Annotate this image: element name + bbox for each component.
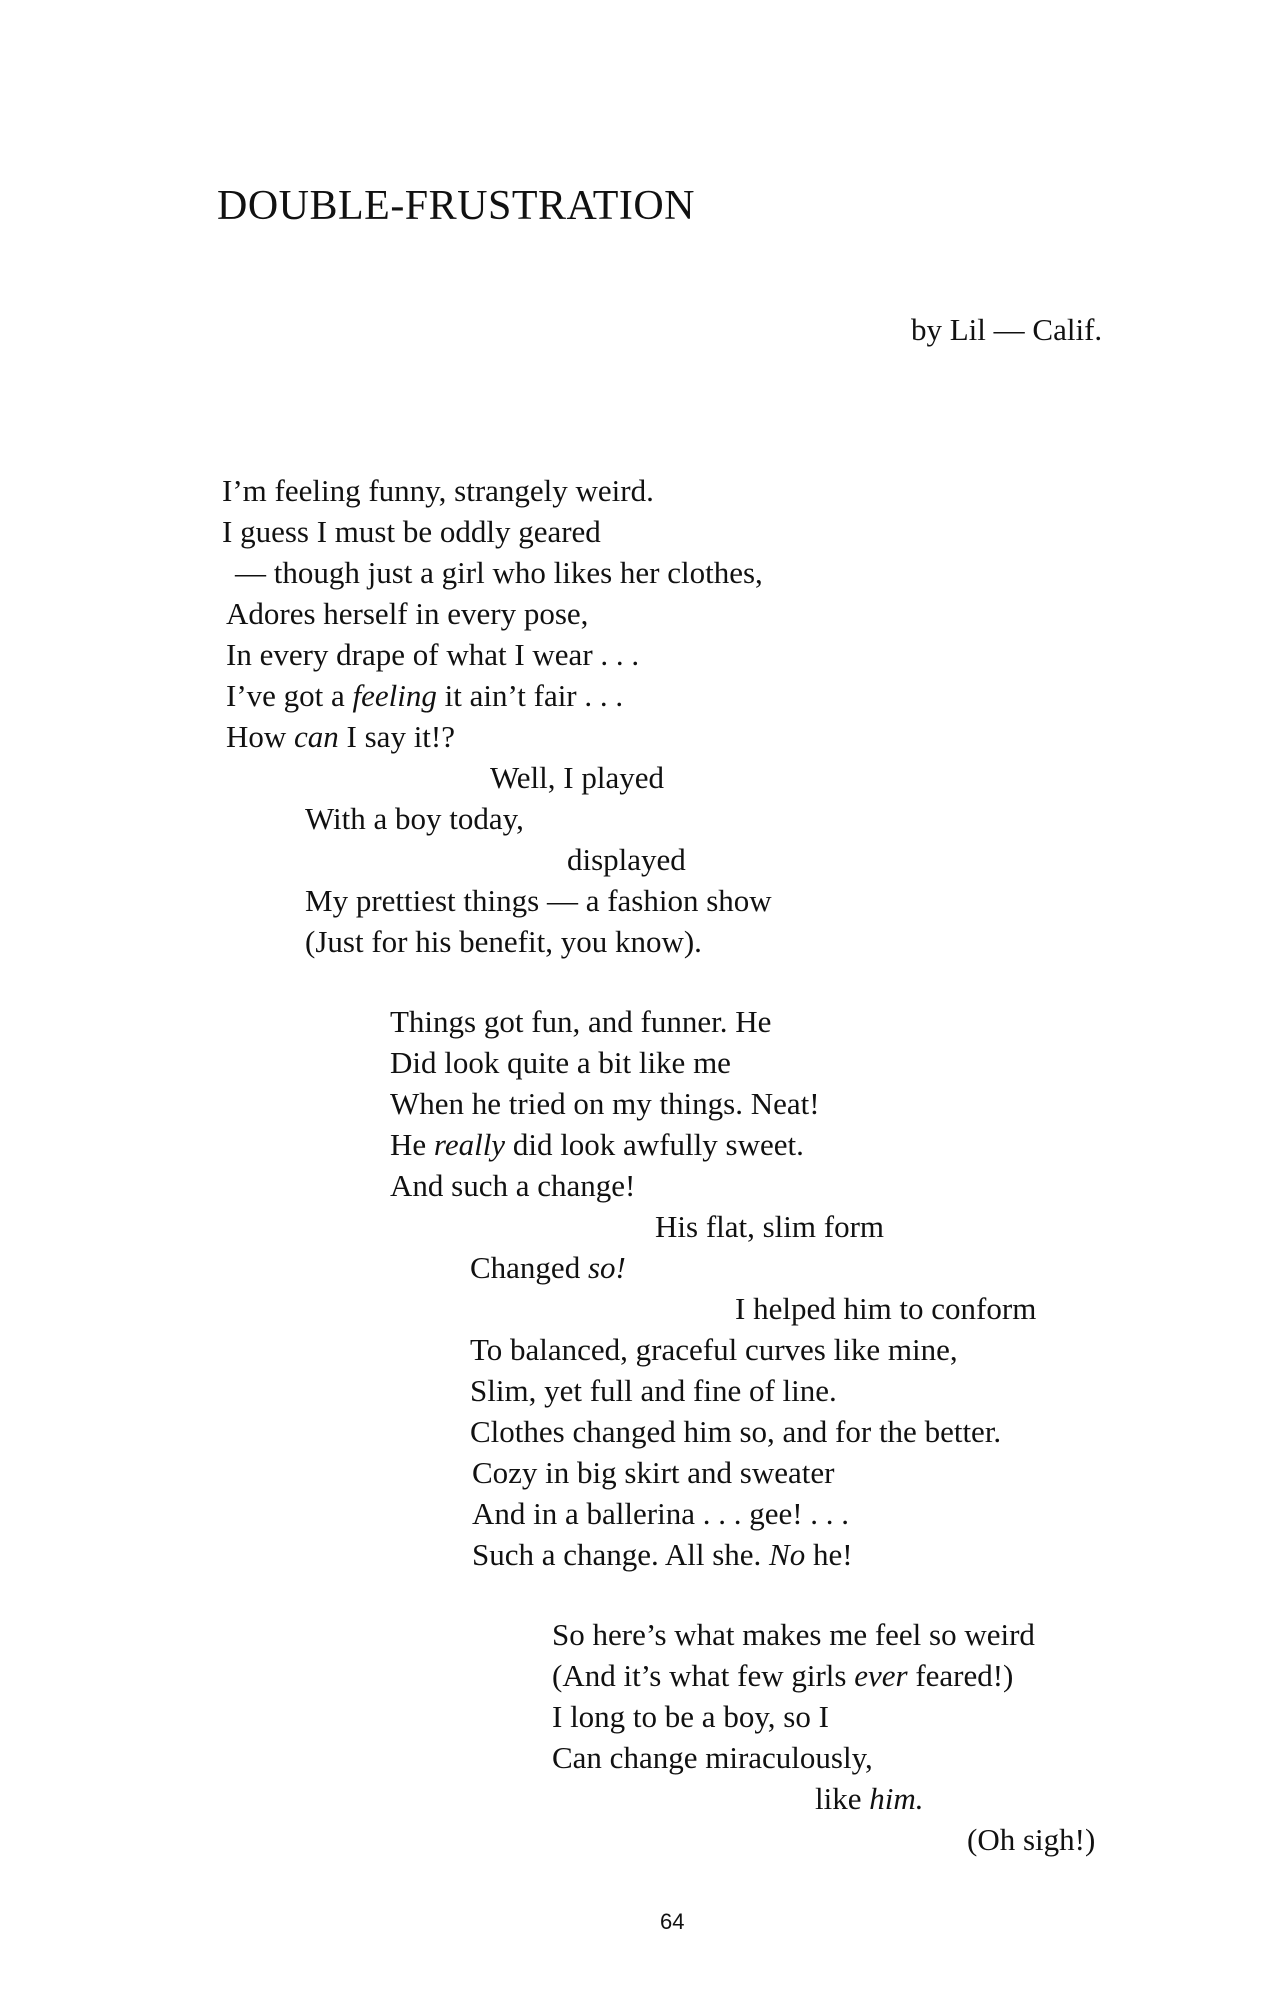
line-text: it ain’t fair . . . xyxy=(436,678,624,713)
line-text: Did look quite a bit like me xyxy=(390,1045,731,1080)
line-text: I helped him to conform xyxy=(735,1291,1037,1326)
emphasis-text: can xyxy=(294,719,339,754)
poem-line xyxy=(226,678,623,714)
poem-line xyxy=(305,883,772,919)
poem-byline: by Lil — Calif. xyxy=(911,312,1103,347)
poem-line xyxy=(470,1332,958,1368)
line-text: I long to be a boy, so I xyxy=(552,1699,829,1734)
line-text: Adores herself in every pose, xyxy=(226,596,589,631)
line-text: And in a ballerina . . . gee! . . . xyxy=(472,1496,850,1531)
emphasis-text: No xyxy=(769,1537,806,1572)
line-text: Changed xyxy=(470,1250,588,1285)
line-text: With a boy today, xyxy=(305,801,524,836)
line-text: he! xyxy=(805,1537,853,1572)
line-text: like xyxy=(815,1781,870,1816)
line-text: Well, I played xyxy=(490,760,664,795)
emphasis-text: so! xyxy=(587,1250,626,1285)
poem-line xyxy=(472,1537,853,1573)
line-text: So here’s what makes me feel so weird xyxy=(552,1617,1035,1652)
poem-line xyxy=(226,637,639,673)
line-text: Such a change. All she. xyxy=(472,1537,770,1572)
poem-line xyxy=(470,1414,1001,1450)
line-text: How xyxy=(226,719,295,754)
poem-line xyxy=(226,719,455,755)
poem-line xyxy=(390,1004,771,1040)
poem-line xyxy=(472,1496,849,1532)
poem-line xyxy=(390,1086,820,1122)
poem-line xyxy=(552,1658,1013,1694)
line-text: Can change miraculously, xyxy=(552,1740,873,1775)
poem-line xyxy=(472,1455,834,1491)
page-number: 64 xyxy=(660,1909,685,1934)
line-text: Things got fun, and funner. He xyxy=(390,1004,772,1039)
poem-line xyxy=(567,842,686,878)
emphasis-text: him. xyxy=(869,1781,924,1816)
emphasis-text: really xyxy=(433,1127,506,1162)
line-text: did look awfully sweet. xyxy=(505,1127,804,1162)
poem-line xyxy=(470,1250,626,1286)
line-text: And such a change! xyxy=(390,1168,636,1203)
line-text: Slim, yet full and fine of line. xyxy=(470,1373,837,1408)
poem-line xyxy=(305,801,524,837)
line-text: I guess I must be oddly geared xyxy=(222,514,601,549)
poem-title: DOUBLE-FRUSTRATION xyxy=(217,183,696,229)
line-text: Cozy in big skirt and sweater xyxy=(472,1455,835,1490)
poem-line xyxy=(470,1373,837,1409)
line-text: I’m feeling funny, strangely weird. xyxy=(222,473,654,508)
poem-line xyxy=(222,514,601,550)
poem-line xyxy=(735,1291,1036,1327)
emphasis-text: feeling xyxy=(352,678,437,713)
line-text: (Oh sigh!) xyxy=(967,1822,1096,1857)
line-text: (And it’s what few girls xyxy=(552,1658,855,1693)
poem-line xyxy=(222,473,654,509)
poem-line xyxy=(967,1822,1095,1858)
line-text: displayed xyxy=(567,842,686,877)
line-text: His flat, slim form xyxy=(655,1209,885,1244)
line-text: He xyxy=(390,1127,434,1162)
poem-line xyxy=(226,596,588,632)
emphasis-text: ever xyxy=(854,1658,908,1693)
line-text: I say it!? xyxy=(338,719,456,754)
poem-line xyxy=(552,1699,829,1735)
line-text: I’ve got a xyxy=(226,678,353,713)
line-text: My prettiest things — a fashion show xyxy=(305,883,772,918)
poem-line xyxy=(390,1127,804,1163)
line-text: — though just a girl who likes her clothes, xyxy=(235,555,763,590)
line-text: (Just for his benefit, you know). xyxy=(305,924,702,959)
line-text: feared!) xyxy=(907,1658,1014,1693)
poem-line xyxy=(552,1740,873,1776)
line-text: To balanced, graceful curves like mine, xyxy=(470,1332,958,1367)
line-text: Clothes changed him so, and for the better. xyxy=(470,1414,1002,1449)
poem-line xyxy=(235,555,763,591)
line-text: In every drape of what I wear . . . xyxy=(226,637,640,672)
poem-line xyxy=(655,1209,884,1245)
line-text: When he tried on my things. Neat! xyxy=(390,1086,820,1121)
poem-line xyxy=(490,760,664,796)
poem-line xyxy=(305,924,702,960)
poem-line xyxy=(815,1781,924,1817)
poem-line xyxy=(390,1168,635,1204)
poem-line xyxy=(390,1045,731,1081)
poem-line xyxy=(552,1617,1035,1653)
